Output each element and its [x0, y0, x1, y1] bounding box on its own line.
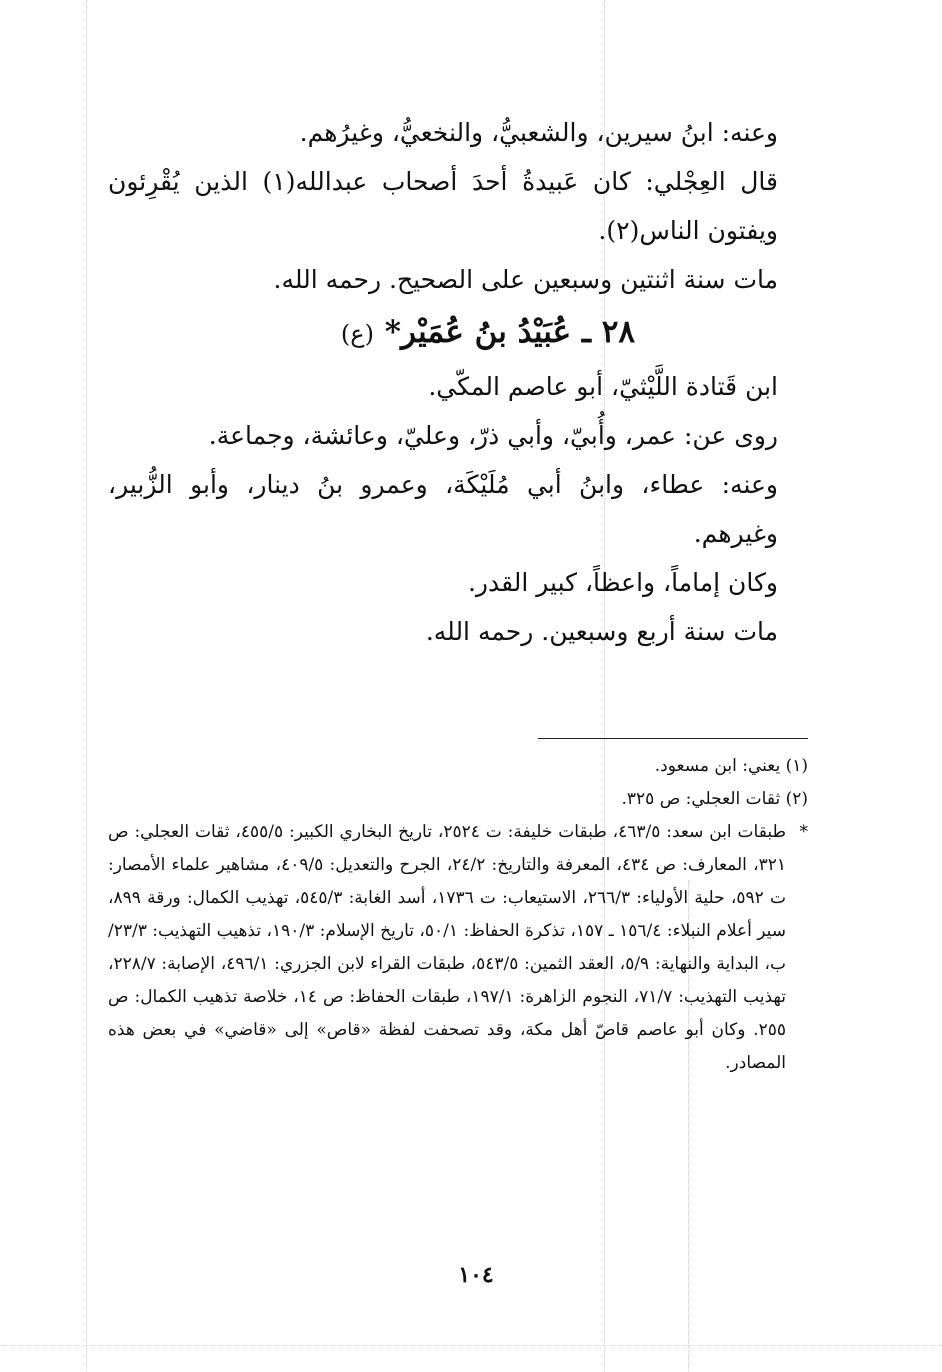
paragraph-death: مات سنة أربع وسبعين. رحمه الله. — [425, 617, 778, 646]
paragraph-narrators-from: وعنه: ابنُ سيرين، والشعبيُّ، والنخعيُّ، وغيرُهم. — [299, 118, 778, 147]
scan-guide-line — [86, 0, 87, 1372]
paragraph-narrators: وعنه: عطاء، وابنُ أبي مُلَيْكَة، وعمرو بنُ دينار، وأبو الزُّبير، وغيرهم. — [108, 470, 778, 548]
footnote-1: (١) يعني: ابن مسعود. — [654, 756, 808, 776]
paragraph-narrated-from: روى عن: عمر، وأُبيّ، وأبي ذرّ، وعليّ، وعائشة، وجماعة. — [208, 421, 778, 450]
entry-code: (ع) — [340, 320, 374, 348]
entry-title: ٢٨ ـ عُبَيْدُ بنُ عُمَيْر* — [384, 314, 636, 350]
main-text — [108, 108, 808, 656]
footnote-separator — [538, 738, 808, 739]
scan-guide-line — [0, 1345, 942, 1346]
page-number: ١٠٤ — [458, 1262, 494, 1288]
paragraph-ijli-quote: قال العِجْلي: كان عَبيدةُ أحدَ أصحاب عبدالله(١) الذين يُقْرِئون ويفتون الناس(٢). — [108, 167, 778, 245]
asterisk-marker: * — [799, 822, 808, 842]
sources-text: طبقات ابن سعد: ٤٦٣/٥، طبقات خليفة: ت ٢٥٢٤، تاريخ البخاري الكبير: ٤٥٥/٥، ثقات العجلي: ص ٣٢١، المعارف: ص ٤٣٤، المعرفة والتاريخ: ٢٤/٢، الجرح والتعديل: ٤٠٩/٥، مشاهير علماء الأمصار: ت ٥٩٢، حلية الأولياء: ٢٦٦/٣، الاستيعاب: ت ١٧٣٦، أسد الغابة: ٥٤٥/٣، تهذيب الكمال: ورقة ٨٩٩، سير أعلام النبلاء: ١٥٦/٤ ـ ١٥٧، تذكرة الحفاظ: ٥٠/١، تاريخ الإسلام: ١٩٠/٣، تذهيب التهذيب: ٢٣/٣/ب، البداية والنهاية: ٥/٩، العقد الثمين: ٥٤٣/٥، طبقات القراء لابن الجزري: ٤٩٦/١، الإصابة: ٢٢٨/٧، تهذيب التهذيب: ٧١/٧، النجوم الزاهرة: ١٩٧/١، طبقات الحفاظ: ص ١٤، خلاصة تذهيب الكمال: ص ٢٥٥. وكان أبو عاصم قاصّ أهل مكة، وقد تصحفت لفظة «قاص» إلى «قاضي» في بعض هذه المصادر. — [108, 822, 787, 1073]
footnote-2: (٢) ثقات العجلي: ص ٣٢٥. — [621, 789, 808, 809]
entry-heading — [108, 304, 808, 362]
paragraph-description: وكان إماماً، واعظاً، كبير القدر. — [467, 568, 778, 597]
paragraph-death-year: مات سنة اثنتين وسبعين على الصحيح. رحمه الله. — [273, 265, 778, 294]
paragraph-lineage: ابن قَتادة اللَّيْثيّ، أبو عاصم المكّي. — [428, 372, 778, 401]
sources-note — [108, 816, 808, 1080]
footnotes — [108, 750, 808, 1080]
